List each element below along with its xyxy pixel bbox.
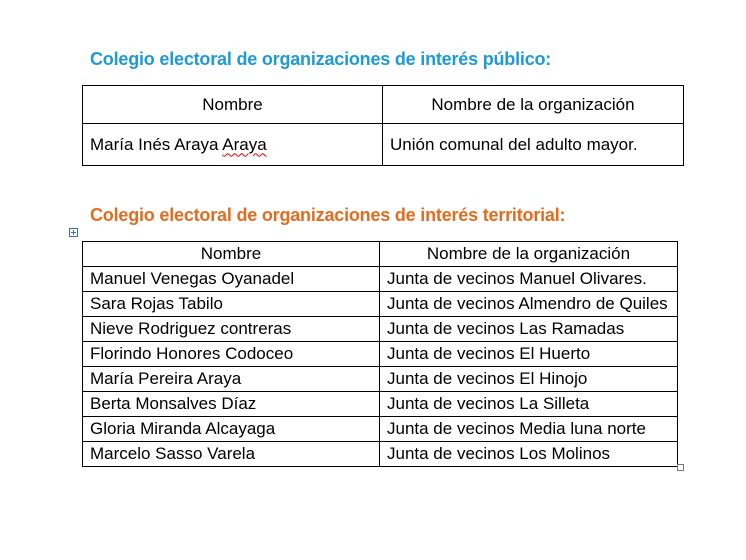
cell-organization[interactable]: Junta de vecinos Almendro de Quiles bbox=[380, 292, 678, 317]
heading-territorial-interest: Colegio electoral de organizaciones de interés territorial: bbox=[90, 205, 566, 225]
cell-name[interactable]: Berta Monsalves Díaz bbox=[83, 392, 380, 417]
cell-organization[interactable]: Unión comunal del adulto mayor. bbox=[383, 124, 684, 166]
table-public-interest bbox=[82, 85, 684, 166]
cell-organization[interactable]: Junta de vecinos El Hinojo bbox=[380, 367, 678, 392]
table-row bbox=[83, 267, 678, 292]
header-nombre[interactable]: Nombre bbox=[83, 86, 383, 124]
table-row bbox=[83, 124, 684, 166]
table-row bbox=[83, 392, 678, 417]
table-header-row bbox=[83, 242, 678, 267]
header-nombre[interactable]: Nombre bbox=[83, 242, 380, 267]
cell-organization[interactable]: Junta de vecinos El Huerto bbox=[380, 342, 678, 367]
table-row bbox=[83, 292, 678, 317]
header-organizacion[interactable]: Nombre de la organización bbox=[380, 242, 678, 267]
resize-square-icon[interactable] bbox=[677, 464, 684, 471]
cell-name[interactable]: Manuel Venegas Oyanadel bbox=[83, 267, 380, 292]
cell-name[interactable]: Nieve Rodriguez contreras bbox=[83, 317, 380, 342]
table-row bbox=[83, 342, 678, 367]
cell-name-part: María Inés Araya bbox=[90, 134, 223, 154]
cell-name[interactable]: Florindo Honores Codoceo bbox=[83, 342, 380, 367]
table-row bbox=[83, 442, 678, 467]
cell-organization[interactable]: Junta de vecinos Media luna norte bbox=[380, 417, 678, 442]
cell-organization[interactable]: Junta de vecinos Las Ramadas bbox=[380, 317, 678, 342]
table-row bbox=[83, 367, 678, 392]
cell-name[interactable]: Marcelo Sasso Varela bbox=[83, 442, 380, 467]
cell-name-value bbox=[90, 135, 267, 154]
spellcheck-flagged-word: Araya bbox=[222, 134, 267, 154]
move-arrows-icon[interactable] bbox=[69, 228, 78, 237]
heading-public-interest: Colegio electoral de organizaciones de interés público: bbox=[90, 49, 552, 69]
cell-name[interactable]: María Pereira Araya bbox=[83, 367, 380, 392]
cell-organization[interactable]: Junta de vecinos Los Molinos bbox=[380, 442, 678, 467]
cell-name[interactable]: Gloria Miranda Alcayaga bbox=[83, 417, 380, 442]
table-header-row bbox=[83, 86, 684, 124]
header-organizacion[interactable]: Nombre de la organización bbox=[383, 86, 684, 124]
cell-name[interactable] bbox=[83, 124, 383, 166]
table-row bbox=[83, 417, 678, 442]
cell-organization[interactable]: Junta de vecinos Manuel Olivares. bbox=[380, 267, 678, 292]
table-row bbox=[83, 317, 678, 342]
cell-organization[interactable]: Junta de vecinos La Silleta bbox=[380, 392, 678, 417]
cell-name[interactable]: Sara Rojas Tabilo bbox=[83, 292, 380, 317]
table-territorial-interest bbox=[82, 241, 678, 467]
cell-name-text bbox=[90, 135, 267, 154]
